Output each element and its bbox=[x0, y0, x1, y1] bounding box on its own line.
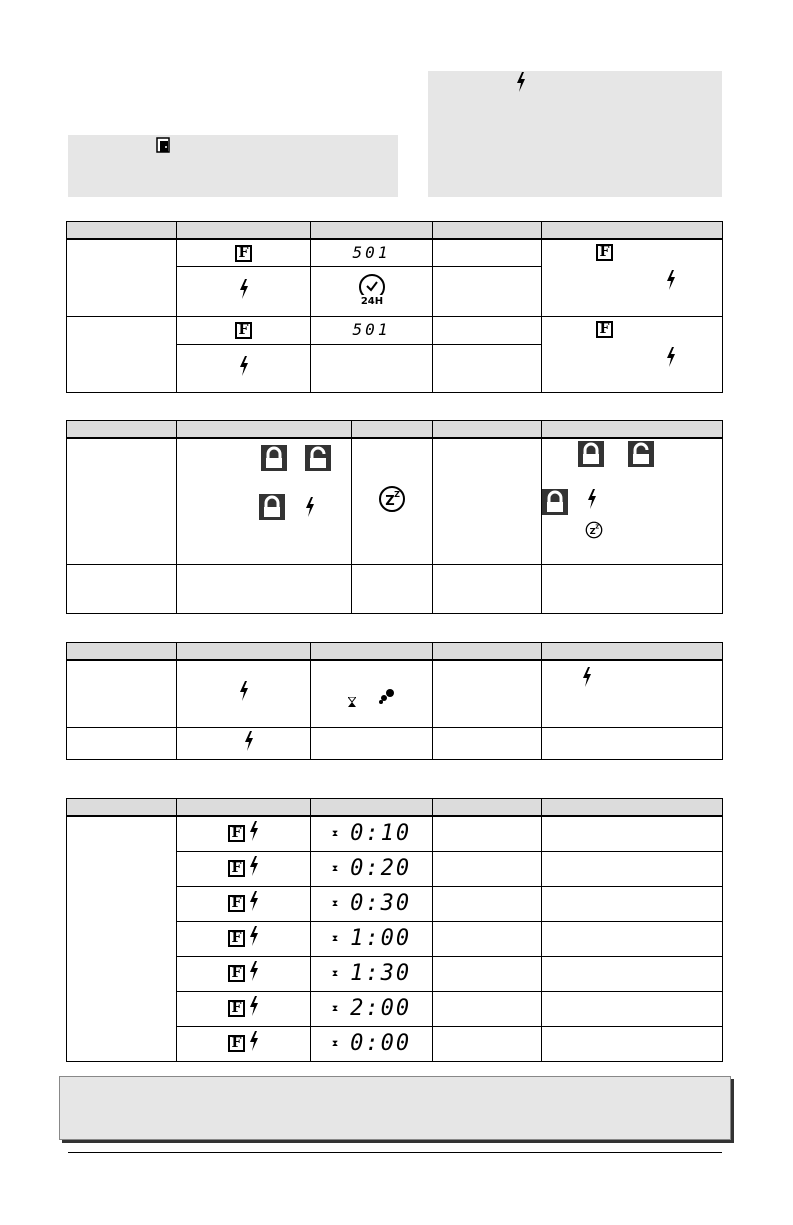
table-cell bbox=[542, 239, 723, 316]
fan-F-icon: F bbox=[228, 860, 245, 877]
table-cell bbox=[433, 344, 542, 392]
svg-text:Z: Z bbox=[394, 489, 400, 499]
fan-F-icon: F bbox=[228, 1000, 245, 1017]
sleep-zz-icon bbox=[585, 521, 603, 544]
hourglass-icon: ⧗ bbox=[331, 828, 339, 839]
note-box-right bbox=[428, 71, 722, 197]
table-cell bbox=[311, 727, 433, 759]
table-cell bbox=[433, 266, 542, 316]
fan-F-icon: F bbox=[596, 321, 613, 338]
lightning-bolt-icon bbox=[239, 679, 249, 708]
table-cell bbox=[177, 851, 311, 886]
lightning-bolt-icon bbox=[666, 345, 676, 374]
table-timer-fan bbox=[66, 642, 723, 760]
lightning-bolt-icon bbox=[249, 924, 259, 953]
lock-closed-icon bbox=[259, 494, 285, 525]
hourglass-icon bbox=[348, 694, 356, 712]
lcd-display: 501 bbox=[352, 320, 391, 339]
clock-24h-label: 24H bbox=[360, 295, 383, 306]
timer-display: 1:00 bbox=[350, 926, 412, 951]
table-cell bbox=[433, 816, 542, 851]
fan-F-icon: F bbox=[228, 1035, 245, 1052]
table-cell bbox=[433, 886, 542, 921]
lock-closed-icon bbox=[261, 445, 287, 476]
table-cell bbox=[542, 660, 723, 727]
table-cell bbox=[67, 316, 177, 392]
lcd-display: 501 bbox=[352, 242, 391, 262]
table-cell bbox=[542, 921, 723, 956]
table-cell bbox=[542, 727, 723, 759]
fan-F-icon: F bbox=[228, 895, 245, 912]
table-cell bbox=[177, 956, 311, 991]
hourglass-icon: ⧗ bbox=[331, 863, 339, 874]
table-cell bbox=[352, 564, 433, 613]
fan-blade-icon bbox=[379, 688, 395, 709]
door-icon bbox=[156, 137, 170, 158]
table-cell bbox=[433, 921, 542, 956]
lightning-bolt-icon bbox=[587, 487, 597, 516]
fan-F-icon: F bbox=[235, 245, 252, 262]
table-cell bbox=[311, 921, 433, 956]
table-lock-sleep bbox=[66, 420, 723, 614]
table-cell bbox=[542, 886, 723, 921]
table-cell bbox=[542, 438, 723, 564]
clock-24h-icon bbox=[354, 272, 390, 311]
table-cell bbox=[542, 991, 723, 1026]
table-cell bbox=[311, 851, 433, 886]
table-cell bbox=[433, 956, 542, 991]
table-cell bbox=[177, 438, 352, 564]
table-cell bbox=[311, 956, 433, 991]
lightning-bolt-icon bbox=[249, 994, 259, 1023]
table-cell bbox=[352, 438, 433, 564]
fan-F-icon: F bbox=[228, 930, 245, 947]
hourglass-icon: ⧗ bbox=[331, 1003, 339, 1014]
table-cell bbox=[433, 316, 542, 344]
timer-display: 0:10 bbox=[350, 821, 412, 847]
table-cell bbox=[311, 816, 433, 851]
table-cell bbox=[177, 564, 352, 613]
lock-closed-icon bbox=[542, 489, 568, 520]
table-cell bbox=[433, 1026, 542, 1061]
table-cell bbox=[542, 564, 723, 613]
lock-open-icon bbox=[628, 441, 654, 472]
table-cell bbox=[433, 851, 542, 886]
lightning-bolt-icon bbox=[249, 819, 259, 848]
table-cell bbox=[67, 727, 177, 759]
fan-F-icon: F bbox=[228, 965, 245, 982]
table-cell bbox=[433, 438, 542, 564]
table-cell bbox=[177, 816, 311, 851]
fan-F-icon: F bbox=[235, 322, 252, 339]
table-cell bbox=[311, 1026, 433, 1061]
table-cell bbox=[177, 344, 311, 392]
table-cell bbox=[177, 991, 311, 1026]
table-cell bbox=[177, 727, 311, 759]
table-cell bbox=[177, 239, 311, 266]
timer-display: 0:00 bbox=[350, 1031, 412, 1056]
table-cell bbox=[433, 239, 542, 266]
table-cell bbox=[311, 344, 433, 392]
table-cell bbox=[311, 660, 433, 727]
table-cell bbox=[177, 921, 311, 956]
table-cell bbox=[67, 564, 177, 613]
svg-text:Z: Z bbox=[385, 493, 395, 509]
footer-divider bbox=[68, 1152, 722, 1153]
table-cell bbox=[311, 316, 433, 344]
lightning-bolt-icon bbox=[249, 1029, 259, 1058]
table-cell bbox=[177, 660, 311, 727]
lightning-bolt-icon bbox=[516, 72, 526, 97]
table-timer-settings bbox=[66, 798, 723, 1062]
table-cell bbox=[67, 438, 177, 564]
table-cell bbox=[311, 991, 433, 1026]
bottom-note-box bbox=[59, 1076, 731, 1140]
table-cell bbox=[542, 956, 723, 991]
lightning-bolt-icon bbox=[239, 354, 249, 383]
table-cell bbox=[311, 266, 433, 316]
table-cell bbox=[311, 886, 433, 921]
timer-display: 2:00 bbox=[350, 996, 412, 1021]
table-cell bbox=[311, 239, 433, 266]
timer-display: 0:20 bbox=[350, 856, 412, 881]
table-cell bbox=[542, 851, 723, 886]
lightning-bolt-icon bbox=[582, 665, 592, 694]
lightning-bolt-icon bbox=[249, 889, 259, 918]
lock-open-icon bbox=[305, 445, 331, 476]
hourglass-icon: ⧗ bbox=[331, 898, 339, 909]
lightning-bolt-icon bbox=[249, 959, 259, 988]
table-cell bbox=[177, 266, 311, 316]
table-cell bbox=[433, 727, 542, 759]
hourglass-icon: ⧗ bbox=[331, 1038, 339, 1049]
table-cell bbox=[67, 660, 177, 727]
hourglass-icon: ⧗ bbox=[331, 933, 339, 944]
fan-F-icon: F bbox=[228, 825, 245, 842]
lock-closed-icon bbox=[578, 441, 604, 472]
table-cell bbox=[177, 886, 311, 921]
table-cell bbox=[67, 816, 177, 1061]
table-cell bbox=[177, 1026, 311, 1061]
lightning-bolt-icon bbox=[239, 277, 249, 306]
table-cell bbox=[542, 316, 723, 392]
table-fan-mode bbox=[66, 221, 723, 393]
lightning-bolt-icon bbox=[305, 495, 315, 524]
lightning-bolt-icon bbox=[666, 268, 676, 297]
lightning-bolt-icon bbox=[249, 854, 259, 883]
table-cell bbox=[433, 660, 542, 727]
note-box-left bbox=[68, 135, 398, 197]
table-cell bbox=[433, 564, 542, 613]
lightning-bolt-icon bbox=[244, 729, 254, 758]
table-cell bbox=[542, 816, 723, 851]
sleep-zz-icon bbox=[378, 485, 406, 518]
svg-text:Z: Z bbox=[589, 525, 596, 536]
hourglass-icon: ⧗ bbox=[331, 968, 339, 979]
fan-F-icon: F bbox=[596, 244, 613, 261]
table-cell bbox=[177, 316, 311, 344]
timer-display: 0:30 bbox=[350, 891, 412, 916]
table-cell bbox=[67, 239, 177, 316]
table-cell bbox=[542, 1026, 723, 1061]
timer-display: 1:30 bbox=[350, 961, 412, 986]
svg-text:Z: Z bbox=[595, 524, 600, 531]
table-cell bbox=[433, 991, 542, 1026]
